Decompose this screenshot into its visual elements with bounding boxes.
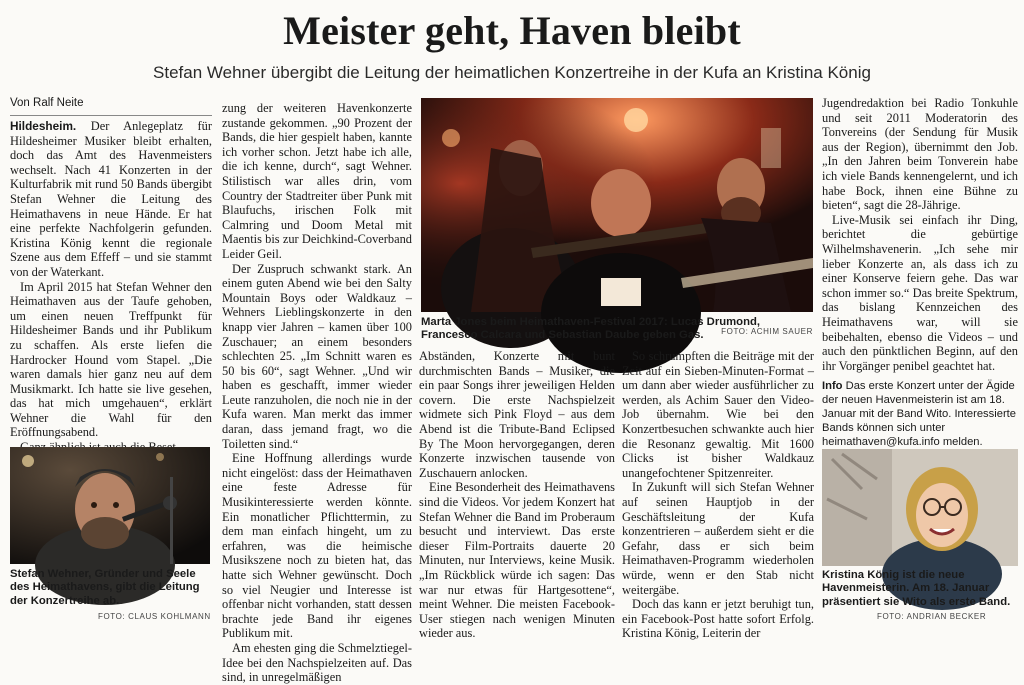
paragraph-text: Der Anlegeplatz für Hildesheimer Musiker bleibt erhalten, doch das Amt des Havenmeisters wechselt. Nach 41 Konzerten in der Kulturfabrik mit rund 50 Bands übergibt Stefan Wehner die Leitung des Heimathavens in neue Hände. Er hat eine perfekte Nachfolgerin gefunden. Kristina König kennt die regionale Szene aus dem Effeff – und sie stammt von der Waterkant. (10, 119, 212, 279)
headline: Meister geht, Haven bleibt (283, 8, 741, 53)
paragraph: Abständen, Konzerte mit bunt durchmischten Bands – Musiker, die ein paar Songs ihrer jeweiligen Helden covern. Die erste Nachspielzeit widmete sich Pink Floyd – aus dem Abend ist die Tribute-Band Eclipsed By The Moon hervorgegangen, deren Konzerte inzwischen tausende von Zuschauern anlocken. (419, 349, 615, 480)
article-column-5 (822, 96, 1018, 449)
info-label: Info (822, 380, 843, 393)
paragraph: Am ehesten ging die Schmelztiegel-Idee bei den Nachspielzeiten auf. Das sind, in unregelmäßigen (222, 640, 412, 685)
article-column-4 (622, 349, 814, 641)
paragraph: In Zukunft will sich Stefan Wehner auf seinen Hauptjob in der Geschäftsleitung der Kufa konzentrieren – außerdem sieht er die Gefahr, dass er sich beim Heimathaven-Programm wiederholen würde, wenn er den Stab nicht weitergäbe. (622, 480, 814, 597)
paragraph (10, 119, 212, 280)
photo-stefan-wehner (10, 447, 210, 564)
photo-caption: Kristina König ist die neue Havenmeisterin. Am 18. Januar präsentiert sie Wito als erste Band. (822, 569, 1011, 608)
photo-concert-marta-jones (421, 98, 813, 312)
photo-kristina-koenig (822, 449, 1018, 566)
article-column-3 (419, 349, 615, 641)
photo-caption: Stefan Wehner, Gründer und Seele des Heimathavens, gibt die Leitung der Konzertreihe ab. (10, 568, 200, 607)
info-text: Das erste Konzert unter der Ägide der neuen Havenmeisterin ist am 18. Januar mit der Band Wito. Interessierte Bands können sich unter heimathaven@kufa.info melden. (822, 380, 1017, 449)
paragraph: So schrumpften die Beiträge mit der Zeit auf ein Sieben-Minuten-Format – um dann aber wieder ausführlicher zu werden, als Achim Sauer den Video-Job übernahm. Wie bei den Konzertbesuchen schwankte auch hier die Resonanz gewaltig. Mit 1600 Clicks ist bisher Waldkauz unangefochtener Spitzenreiter. (622, 349, 814, 480)
paragraph: Jugendredaktion bei Radio Tonkuhle und seit 2011 Moderatorin des Tonvereins (der Sendung für Musik aus der Region), übernimmt den Job. „In den Jahren beim Tonverein habe ich viele Bands kennengelernt, und ich habe Bock, ihnen eine Bühne zu bieten“, sagt die 28-Jährige. (822, 96, 1018, 213)
info-box (822, 379, 1018, 449)
paragraph: Doch das kann er jetzt beruhigt tun, ein Facebook-Post hatte sofort Erfolg. Kristina König, Leiterin der (622, 597, 814, 641)
photo-caption: Marta Jones beim Heimathaven-Festival 2017: Lucas Drumond, Francesco Calcara und Sebastian Daube geben Gas. (421, 316, 761, 342)
article-column-2 (222, 101, 412, 685)
dateline: Hildesheim. (10, 119, 77, 133)
subheadline: Stefan Wehner übergibt die Leitung der heimatlichen Konzertreihe in der Kufa an Kristina König (153, 63, 871, 82)
paragraph: Der Zuspruch schwankt stark. An einem guten Abend wie bei den Salty Mountain Boys oder Waldkauz – Wehners Lieblingskonzerte in den knapp vier Jahren – kamen über 100 Zuschauer; an einem besonders schlechten 25. „Im Schnitt waren es 50 bis 60“, sagt Wehner. „Und wir haben es geschafft, immer wieder Leute ranzuholen, die noch nie in der Kufa waren. Man merkt das immer daran, dass jemand fragt, wo die Toiletten sind.“ (222, 261, 412, 451)
paragraph: zung der weiteren Havenkonzerte zustande gekommen. „90 Prozent der Bands, die hier gespielt haben, kannte ich vorher schon. Jetzt habe ich alle, die ich kenne, durch“, sagt Wehner. Stilistisch war alles drin, vom Country der Stadtreiter über Punk mit Blaufuchs, irischen Folk mit Calmring und Doom Metal mit Maentis bis zur Deichkind-Coverband Leider Geil. (222, 101, 412, 261)
photo-credit: FOTO: ACHIM SAUER (721, 327, 813, 336)
author-byline: Von Ralf Neite (10, 96, 212, 116)
photo-credit: FOTO: ANDRIAN BECKER (877, 612, 987, 621)
paragraph: Eine Hoffnung allerdings wurde nicht eingelöst: dass der Heimathaven eine feste Adresse für Musikinteressierte werden könnte. Ein monatlicher Pflichttermin, zu dem man einfach hingeht, um zu erfahren, was die heimische Musikszene noch zu bieten hat, das hatte sich Wehner gewünscht. Doch so viel Neugier und Interesse ist offenbar nicht vorhanden, statt dessen brachte jede Band ihr eigenes Publikum mit. (222, 451, 412, 641)
paragraph: Eine Besonderheit des Heimathavens sind die Videos. Vor jedem Konzert hat Stefan Wehner die Band im Proberaum besucht und interviewt. Das erste dieser Film-Portraits dauerte 20 Minuten, nur Interviews, keine Musik. „Im Rückblick würde ich sagen: Das war nur etwas für Hartgesottene“, meint Wehner. Die meisten Facebook-User stiegen nach wenigen Minuten wieder aus. (419, 480, 615, 641)
photo-credit: FOTO: CLAUS KOHLMANN (98, 612, 211, 621)
paragraph: Im April 2015 hat Stefan Wehner den Heimathaven aus der Taufe gehoben, um einen neuen Treffpunkt für Hildesheimer Bands und ihr Publikum zu schaffen. Als erste liefen die Hardrocker Hound vom Stapel. „Die waren damals hier ganz neu auf dem Musikmarkt. Ich hatte sie live gesehen, das hat mich umgehauen“, erklärt Wehner die Wahl für den Eröffnungsabend. (10, 279, 212, 440)
paragraph: Live-Musik sei einfach ihr Ding, berichtet die gebürtige Wilhelmshavenerin. „Ich sehe mir lieber Konzerte an, als dass ich zu einer Konserve feiern gehe. Das war schon immer so.“ Das breite Spektrum, das bislang Kennzeichen des Heimathavens war, will sie beibehalten, ebenso die Videos – und auch den pünktlichen Beginn, auf den ihr Vorgänger penibel geachtet hat. (822, 212, 1018, 373)
